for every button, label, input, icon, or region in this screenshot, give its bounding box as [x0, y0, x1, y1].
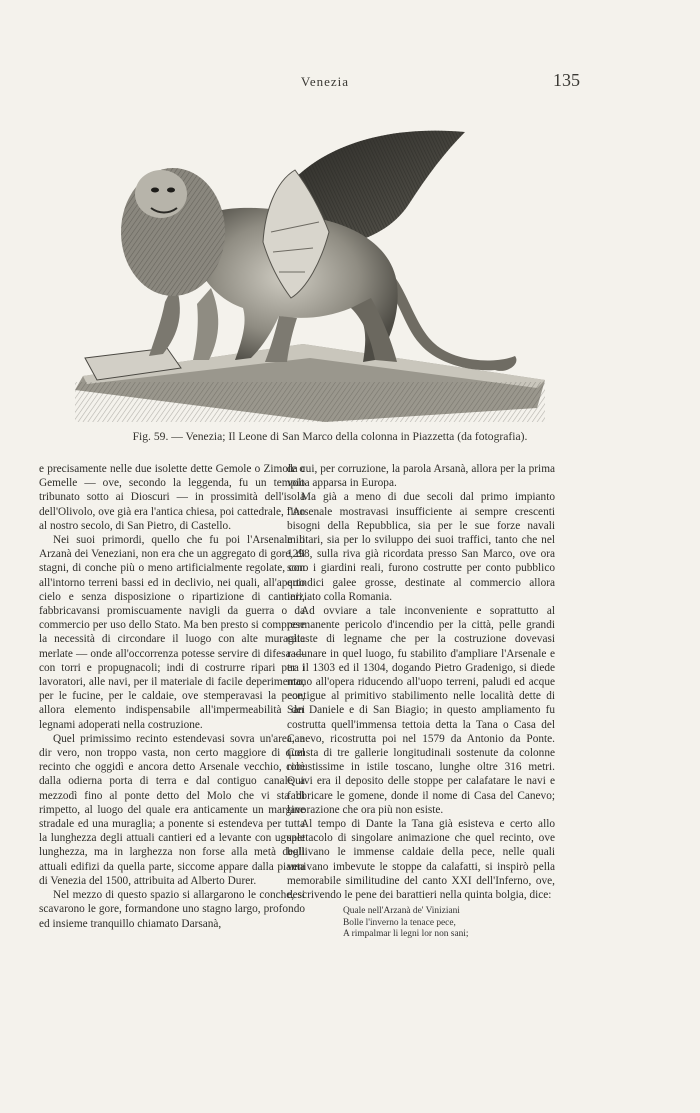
text-column-left — [39, 462, 305, 931]
text-column-right — [287, 462, 555, 941]
running-head — [0, 70, 700, 96]
paragraph: Quel primissimo recinto estendevasi sovra un'area, a dir vero, non troppo vasta, non certo maggiore di quel recinto che oggidì e ancora detto Arsenale vecchio, cioè dalla odierna porta di terra e dal contiguo canale a mezzodì fino al ponte detto del Molo che vi sta di rimpetto, al luogo del quale era anticamente un margine stradale ed una muraglia; a ponente si estendeva per tutta la lunghezza degli attuali cantieri ed a levante con uguale lunghezza, ma in larghezza non forse alla metà degli attuali edifizi da quella parte, siccome appare dalla pianta di Venezia del 1500, attribuita ad Alberto Durer. — [39, 732, 305, 887]
verse-line: Bolle l'inverno la tenace pece, — [343, 917, 456, 928]
page-number: 135 — [553, 70, 580, 90]
paragraph: Nei suoi primordi, quello che fu poi l'Arsenale o Arzanà dei Veneziani, non era che un aggregato di gore, di stagni, di conche più o meno artificialmente regolate, con all'intorno terreni bassi ed in declivio, nei quali, all'aperto cielo e senza disposizione o ripartizione di cantieri, fabbricavansi promiscuamente navigli da guerra o da commercio per uso dello Stato. Ma ben presto si comprese la necessità di circondare il luogo con alte muraglie merlate — onde all'occorrenza potesse servire di difesa — con torri e propugnacoli; indi di costrurre ripari per i lavoratori, alle navi, per il materiale di facile deperimento, per le fucine, per le caldaie, ove stemperavasi la pece, allora elemento indispensabile all'impermeabilità dei legnami adoperati nella costruzione. — [39, 534, 305, 731]
running-title: Venezia — [300, 74, 350, 89]
winged-lion-illustration — [75, 112, 550, 424]
paragraph: Ad ovviare a tale inconveniente e soprattutto al permanente pericolo d'incendio per la città, pelle grandi cataste di legname che per la costruzione dovevasi radunare in quel luogo, fu stabilito d'ampliare l'Arsenale e tra il 1303 ed il 1304, dogando Pietro Gradenigo, si diede mano all'opera riducendo all'uopo terreni, paludi ed acque contigue al primitivo stabilimento nelle località dette di San Daniele e di San Biagio; in questo ampliamento fu costrutta quell'immensa tettoia detta la Tana o Casa del Canevo, ricostrutta poi nel 1579 da Antonio da Ponte. Consta di tre gallerie longitudinali sostenute da colonne robustissime in istile toscano, lunghe oltre 316 metri. Quivi era il deposito delle stoppe per calafatare le navi e fabbricare le gomene, donde il nome di Casa del Canevo; lavorazione che ora più non esiste. — [287, 605, 555, 816]
paragraph: e precisamente nelle due isolette dette Gemole o Zimole o Gemelle — ove, secondo la leggenda, fu un tempio tribunato sotto ai Dioscuri — in prossimità dell'isola dell'Olivolo, ove già era l'antica chiesa, poi cattedrale, fino al nostro secolo, di San Pietro, di Castello. — [39, 463, 305, 532]
verse-line: Quale nell'Arzanà de' Viniziani — [343, 906, 460, 917]
verse-line: A rimpalmar li legni lor non sani; — [343, 929, 469, 940]
figure-caption: Fig. 59. — Venezia; Il Leone di San Marco della colonna in Piazzetta (da fotografia). — [132, 430, 528, 443]
paragraph: da cui, per corruzione, la parola Arsanà, allora per la prima volta apparsa in Europa. — [287, 463, 555, 490]
lion-head — [135, 170, 187, 218]
dante-verse — [287, 906, 555, 940]
paragraph: Ma già a meno di due secoli dal primo impianto l'Arsenale mostravasi insufficiente ai sempre crescenti bisogni della Repubblica, sia per le sue forze navali militari, sia per lo sviluppo dei suoi traffici, tanto che nel 1298, sulla riva già ricordata presso San Marco, ove ora sono i giardini reali, furono costrutte per conto pubblico quindici galee grosse, destinate al commercio allora iniziato colla Romania. — [287, 491, 555, 603]
paragraph: Nel mezzo di questo spazio si allargarono le conche, si scavarono le gore, formandone uno stagno largo, profondo ed insieme tranquillo chiamato Darsanà, — [39, 889, 305, 930]
paragraph: Al tempo di Dante la Tana già esisteva e certo allo spettacolo di singolare animazione che quel recinto, ove bollivano le immense caldaie della pece, nelle quali venivano imbevute le stoppe da calafatti, si inspirò pella memorabile similitudine del canto XXI dell'Inferno, ove, descrivendo le pene dei barattieri nella quinta bolgia, dice: — [287, 818, 555, 902]
lion-engraving-figure — [75, 112, 550, 424]
